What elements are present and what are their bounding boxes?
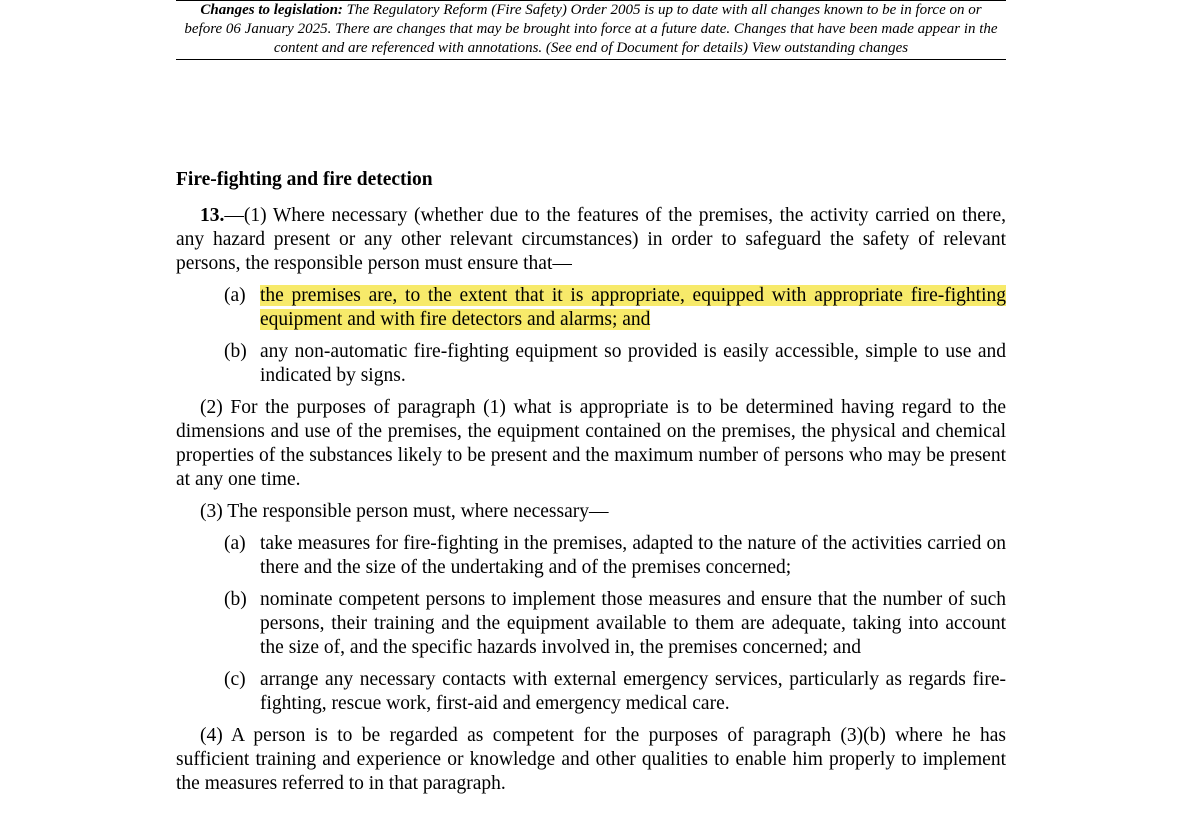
article-body xyxy=(176,204,1006,804)
item-text: arrange any necessary contacts with external emergency services, particularly as regards fire-fighting, rescue work, first-aid and emergency medical care. xyxy=(260,669,1006,714)
paragraph-4: (4) A person is to be regarded as competent for the purposes of paragraph (3)(b) where he has sufficient training and experience or knowledge and other qualities to enable him properly to implement the measures referred to in that paragraph. xyxy=(176,725,1006,794)
item-3a xyxy=(176,532,1006,580)
changes-notice xyxy=(176,0,1006,60)
highlighted-text[interactable]: the premises are, to the extent that it is appropriate, equipped with appropriate fire-fighting equipment and with fire detectors and alarms; and xyxy=(260,285,1006,330)
item-marker: (b) xyxy=(224,341,247,362)
paragraph-3: (3) The responsible person must, where necessary— xyxy=(200,501,609,522)
item-text: any non-automatic fire-fighting equipment so provided is easily accessible, simple to use and indicated by signs. xyxy=(260,341,1006,386)
paragraph-2: (2) For the purposes of paragraph (1) what is appropriate is to be determined having regard to the dimensions and use of the premises, the equipment contained on the premises, the physical and chemical properties of the substances likely to be present and the maximum number of persons who may be present at any one time. xyxy=(176,397,1006,490)
document-page xyxy=(176,0,1006,794)
item-marker: (a) xyxy=(224,285,246,306)
paragraph-1 xyxy=(176,204,1006,276)
paragraph-1-text: —(1) Where necessary (whether due to the features of the premises, the activity carried on there, any hazard present or any other relevant circumstances) in order to safeguard the safety of relevant persons, the responsible person must ensure that— xyxy=(176,205,1006,274)
item-3b xyxy=(176,588,1006,660)
item-text: take measures for fire-fighting in the premises, adapted to the nature of the activities carried on there and the size of the undertaking and of the premises concerned; xyxy=(260,533,1006,578)
item-marker: (b) xyxy=(224,589,247,610)
notice-text: The Regulatory Reform (Fire Safety) Order 2005 is up to date with all changes known to be in force on or before 06 January 2025. There are changes that may be brought into force at a future date. Changes that have been made appear in the content and are referenced with annotations. (See end of Document for details) View outstanding changes xyxy=(184,2,998,56)
item-1b xyxy=(176,340,1006,388)
item-3c xyxy=(176,668,1006,716)
article-number: 13. xyxy=(200,205,225,226)
item-text: nominate competent persons to implement those measures and ensure that the number of such persons, their training and the equipment available to them are adequate, taking into account the size of, and the specific hazards involved in, the premises concerned; and xyxy=(260,589,1006,658)
section-heading: Fire-fighting and fire detection xyxy=(176,169,433,190)
item-1a xyxy=(176,284,1006,332)
item-marker: (a) xyxy=(224,533,246,554)
notice-label: Changes to legislation: xyxy=(200,2,343,18)
item-marker: (c) xyxy=(224,669,246,690)
